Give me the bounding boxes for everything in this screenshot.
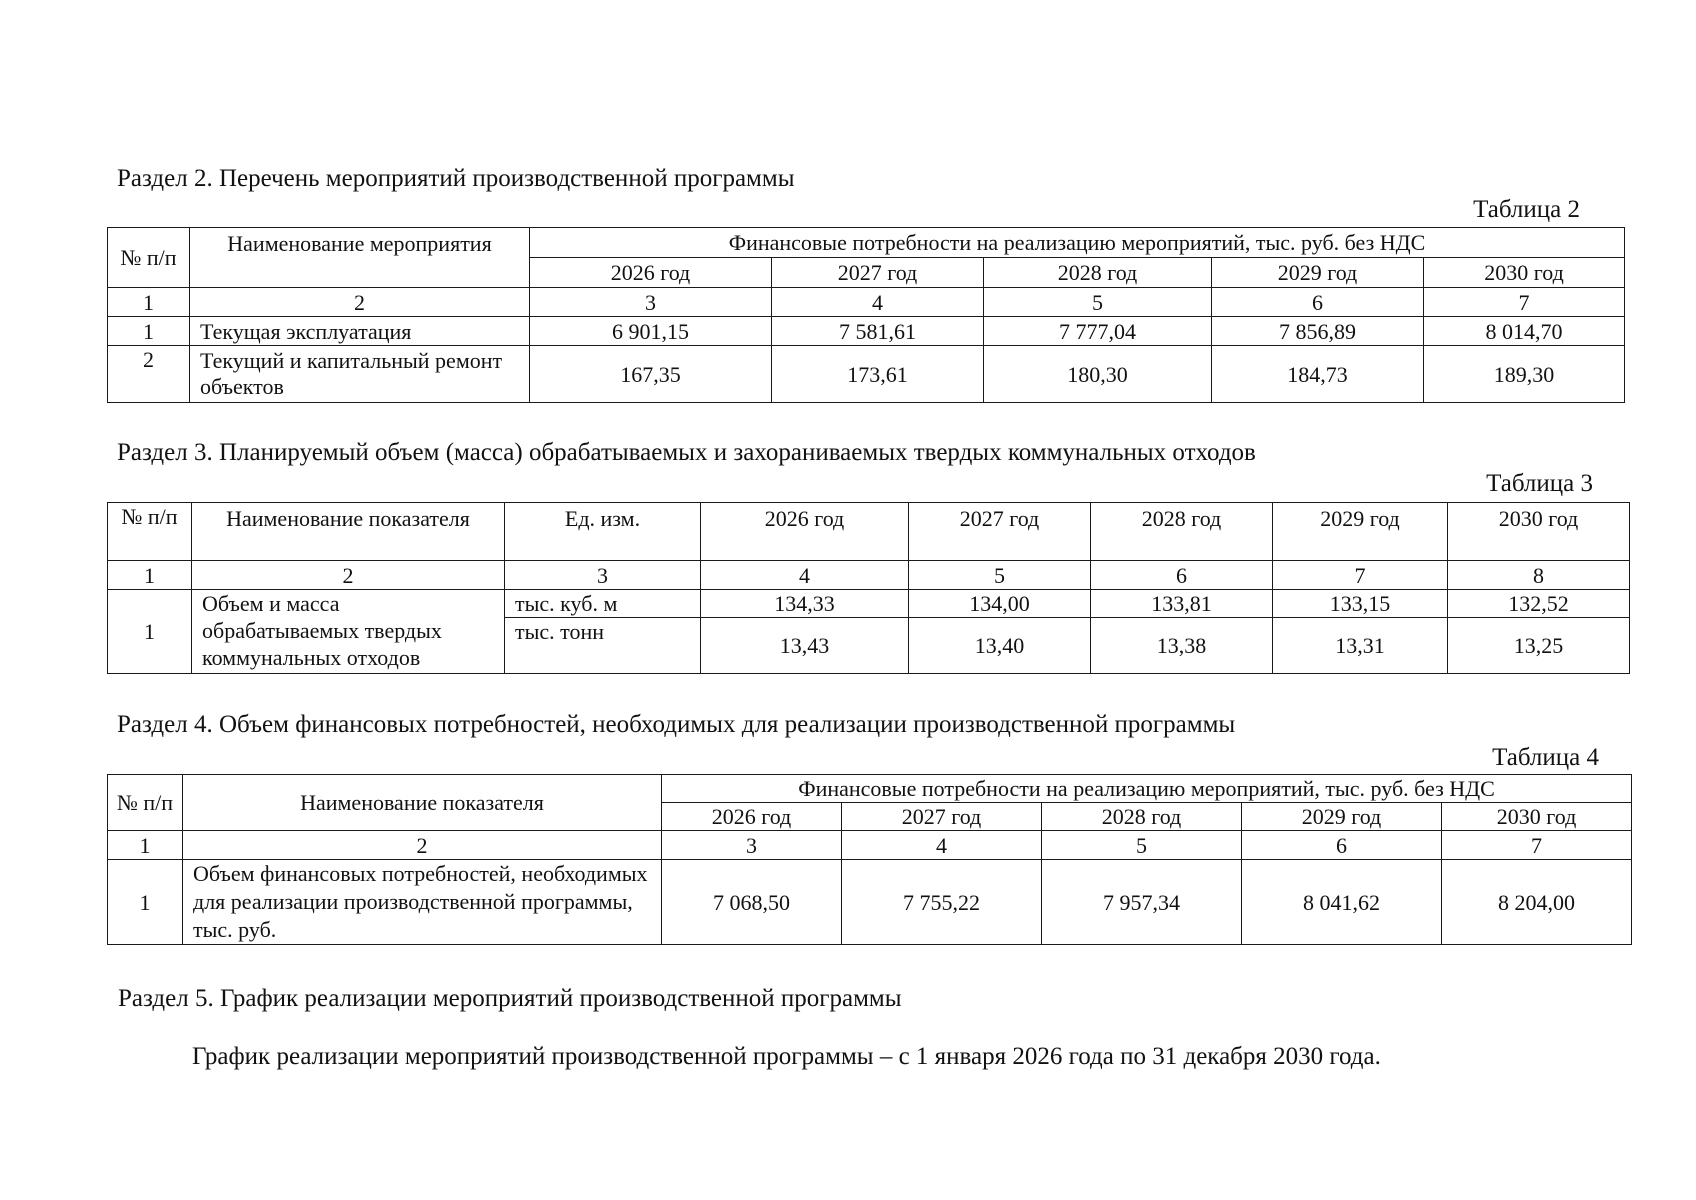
- value-cell: 173,61: [772, 346, 984, 403]
- index-cell: 7: [1424, 288, 1625, 317]
- index-cell: 2: [183, 831, 662, 860]
- year-header: 2030 год: [1442, 803, 1632, 831]
- index-cell: 4: [842, 831, 1042, 860]
- index-cell: 3: [530, 288, 772, 317]
- table-2-label: Таблица 2: [1473, 196, 1580, 223]
- year-header: 2029 год: [1273, 503, 1448, 561]
- row-number: 1: [108, 590, 192, 674]
- index-cell: 6: [1212, 288, 1424, 317]
- year-header: 2030 год: [1424, 258, 1625, 288]
- value-cell: 7 068,50: [662, 860, 842, 945]
- index-cell: 1: [108, 288, 190, 317]
- year-header: 2029 год: [1212, 258, 1424, 288]
- value-cell: 13,31: [1273, 618, 1448, 674]
- row-number: 2: [108, 346, 190, 403]
- index-cell: 7: [1442, 831, 1632, 860]
- value-cell: 134,33: [701, 590, 909, 618]
- row-name: Объем финансовых потребностей, необходимых для реализации производственной программы, тыс. руб.: [183, 860, 662, 945]
- unit-cell: тыс. тонн: [505, 618, 701, 674]
- row-name: Текущая эксплуатация: [190, 317, 530, 346]
- value-cell: 13,25: [1448, 618, 1630, 674]
- row-number: 1: [108, 860, 183, 945]
- value-cell: 189,30: [1424, 346, 1625, 403]
- year-header: 2027 год: [842, 803, 1042, 831]
- group-header-financial-needs: Финансовые потребности на реализацию мероприятий, тыс. руб. без НДС: [662, 775, 1632, 803]
- value-cell: 7 755,22: [842, 860, 1042, 945]
- column-header-num: № п/п: [108, 503, 192, 561]
- year-header: 2028 год: [1042, 803, 1242, 831]
- unit-cell: тыс. куб. м: [505, 590, 701, 618]
- value-cell: 13,43: [701, 618, 909, 674]
- index-cell: 7: [1273, 561, 1448, 590]
- value-cell: 167,35: [530, 346, 772, 403]
- year-header: 2029 год: [1242, 803, 1442, 831]
- value-cell: 7 856,89: [1212, 317, 1424, 346]
- row-name: Объем и масса обрабатываемых твердых коммунальных отходов: [192, 590, 505, 674]
- schedule-paragraph: График реализации мероприятий производственной программы – с 1 января 2026 года по 31 декабря 2030 года.: [192, 1043, 1381, 1070]
- value-cell: 6 901,15: [530, 317, 772, 346]
- value-cell: 132,52: [1448, 590, 1630, 618]
- row-number: 1: [108, 317, 190, 346]
- value-cell: 133,15: [1273, 590, 1448, 618]
- value-cell: 7 957,34: [1042, 860, 1242, 945]
- year-header: 2027 год: [772, 258, 984, 288]
- table-row: [108, 860, 1632, 945]
- index-cell: 6: [1091, 561, 1273, 590]
- table-4: [107, 774, 1632, 945]
- value-cell: 8 014,70: [1424, 317, 1625, 346]
- year-header: 2026 год: [701, 503, 909, 561]
- index-cell: 6: [1242, 831, 1442, 860]
- table-4-label: Таблица 4: [1492, 744, 1599, 771]
- value-cell: 8 041,62: [1242, 860, 1442, 945]
- index-cell: 3: [505, 561, 701, 590]
- column-header-name: Наименование показателя: [183, 775, 662, 831]
- index-cell: 2: [192, 561, 505, 590]
- table-row: [108, 346, 1625, 403]
- table-row: [108, 317, 1625, 346]
- value-cell: 134,00: [909, 590, 1091, 618]
- column-header-name: Наименование показателя: [192, 503, 505, 561]
- index-cell: 1: [108, 831, 183, 860]
- column-header-num: № п/п: [108, 775, 183, 831]
- year-header: 2026 год: [530, 258, 772, 288]
- column-header-name: Наименование мероприятия: [190, 228, 530, 288]
- index-cell: 4: [772, 288, 984, 317]
- section-5-heading: Раздел 5. График реализации мероприятий производственной программы: [118, 985, 902, 1012]
- index-cell: 8: [1448, 561, 1630, 590]
- index-cell: 4: [701, 561, 909, 590]
- index-cell: 1: [108, 561, 192, 590]
- column-header-unit: Ед. изм.: [505, 503, 701, 561]
- value-cell: 13,40: [909, 618, 1091, 674]
- index-cell: 3: [662, 831, 842, 860]
- section-3-heading: Раздел 3. Планируемый объем (масса) обрабатываемых и захораниваемых твердых коммунальных отходов: [117, 439, 1256, 466]
- year-header: 2028 год: [1091, 503, 1273, 561]
- value-cell: 7 777,04: [984, 317, 1212, 346]
- year-header: 2026 год: [662, 803, 842, 831]
- column-header-num: № п/п: [108, 228, 190, 288]
- table-row: [108, 590, 1630, 618]
- table-2: [107, 227, 1625, 403]
- value-cell: 184,73: [1212, 346, 1424, 403]
- value-cell: 8 204,00: [1442, 860, 1632, 945]
- value-cell: 7 581,61: [772, 317, 984, 346]
- index-cell: 5: [984, 288, 1212, 317]
- row-name: Текущий и капитальный ремонт объектов: [190, 346, 530, 403]
- index-cell: 5: [1042, 831, 1242, 860]
- index-cell: 2: [190, 288, 530, 317]
- value-cell: 13,38: [1091, 618, 1273, 674]
- table-3: [107, 502, 1630, 674]
- year-header: 2028 год: [984, 258, 1212, 288]
- section-2-heading: Раздел 2. Перечень мероприятий производственной программы: [117, 165, 795, 192]
- year-header: 2027 год: [909, 503, 1091, 561]
- year-header: 2030 год: [1448, 503, 1630, 561]
- section-4-heading: Раздел 4. Объем финансовых потребностей, необходимых для реализации производственной программы: [117, 711, 1236, 738]
- table-3-label: Таблица 3: [1486, 470, 1593, 497]
- value-cell: 133,81: [1091, 590, 1273, 618]
- group-header-financial-needs: Финансовые потребности на реализацию мероприятий, тыс. руб. без НДС: [530, 228, 1625, 258]
- value-cell: 180,30: [984, 346, 1212, 403]
- index-cell: 5: [909, 561, 1091, 590]
